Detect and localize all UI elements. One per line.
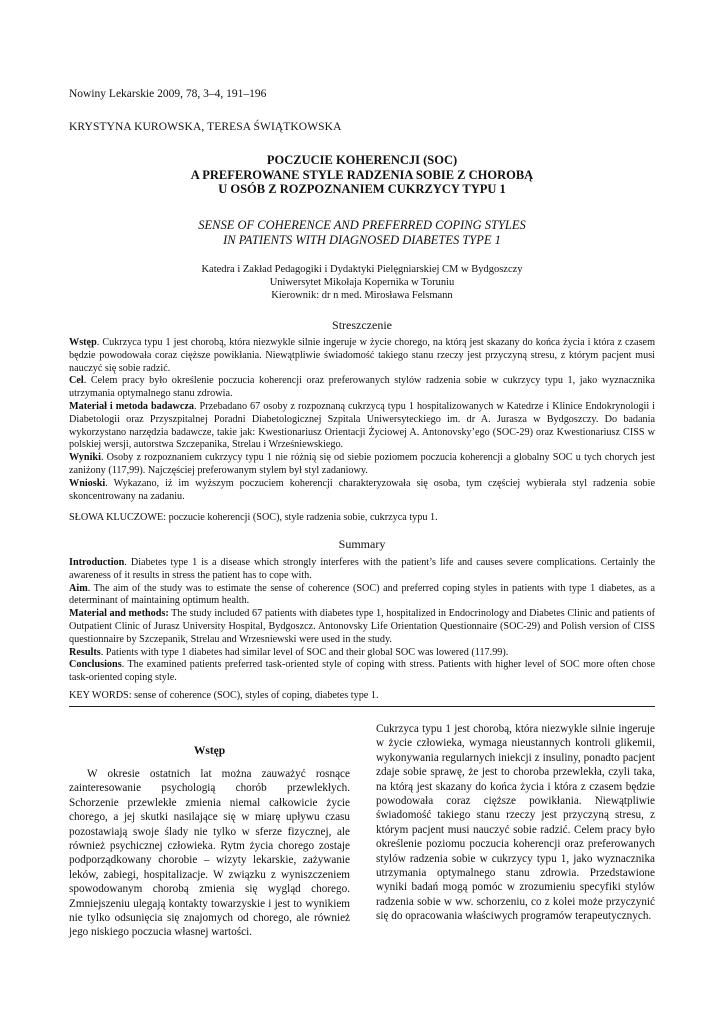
- section-heading-wstep: Wstęp: [193, 745, 226, 757]
- title-english-line: IN PATIENTS WITH DIAGNOSED DIABETES TYPE 1: [223, 233, 501, 247]
- keywords-english: KEY WORDS: sense of coherence (SOC), styles of coping, diabetes type 1.: [69, 690, 379, 701]
- authors: KRYSTYNA KUROWSKA, TERESA ŚWIĄTKOWSKA: [69, 121, 342, 133]
- summary-paragraph-methods: [69, 608, 655, 646]
- abstract-label: Wstęp: [69, 337, 97, 348]
- summary-text: . Patients with type 1 diabetes had similar level of SOC and their global SOC was lowered (117.99).: [100, 646, 509, 658]
- body-left-column: [69, 767, 350, 940]
- summary-paragraph-results: [69, 647, 655, 660]
- affiliation-line: Uniwersytet Mikołaja Kopernika w Toruniu: [269, 276, 455, 288]
- title-english-line: SENSE OF COHERENCE AND PREFERRED COPING STYLES: [198, 218, 526, 232]
- abstract-text: . Przebadano 67 osoby z rozpoznaną cukrzycą typu 1 hospitalizowanych w Katedrze i Klinice Endokrynologii i Diabetologii oraz Przyszpitalnej Poradni Diabetologicznej Szpitala Uniwersyteckiego im. dr A. Jurasza w Bydgoszczy. Do badania wykorzystano narzędzia badawcze, takie jak: Kwestionariusz Orientacji Życiowej A. Antonovsky’ego (SOC-29) oraz Kwestionariusz CISS w polskiej wersji, autorstwa Szczepanika, Strelau i Wrześniewskiego.: [69, 400, 655, 451]
- abstract-paragraph-wstep: [69, 337, 655, 375]
- summary-text: . Diabetes type 1 is a disease which strongly interferes with the patient’s life and causes severe complications. Certainly the awareness of it results in stress the patient has to cope with.: [69, 557, 655, 581]
- summary-label: Conclusions: [69, 659, 122, 671]
- body-paragraph: W okresie ostatnich lat można zauważyć rosnące zainteresowanie psychologią chorób przewlekłych. Schorzenie przewlekłe zmienia niemal całkowicie życie chorego, a jej skutki nasilające się w miarę upływu czasu pozostawiają swoje ślady nie tylko w sferze fizycznej, ale również psychicznej człowieka. Rytm życia chorego zostaje podporządkowany chorobie – wizyty lekarskie, zażywanie leków, zabiegi, hospitalizacje. W związku z wyniszczeniem spowodowanym chorobą zmienia się wygląd chorego. Zmniejszeniu ulegają kontakty towarzyskie i jest to wynikiem nie tylko odsunięcia się znajomych od chorego, ale również jego niskiego poczucia własnej wartości.: [69, 768, 350, 939]
- abstract-text: . Osoby z rozpoznaniem cukrzycy typu 1 nie różnią się od siebie poziomem poczucia koherencji a globalny SOC u tych chorych jest zaniżony (117,99). Najczęściej preferowanym stylem był styl zadaniowy.: [69, 452, 655, 476]
- affiliation-line: Kierownik: dr n med. Mirosława Felsmann: [271, 289, 453, 301]
- summary-label: Results: [69, 646, 101, 658]
- abstract-text: . Wykazano, iż im wyższym poczuciem koherencji charakteryzowała się osoba, tym częściej wybierała styl radzenia sobie skoncentrowany na zadaniu.: [69, 477, 655, 502]
- streszczenie-heading: Streszczenie: [332, 318, 392, 332]
- summary-paragraph-aim: [69, 583, 655, 609]
- keywords-polish: SŁOWA KLUCZOWE: poczucie koherencji (SOC), style radzenia sobie, cukrzyca typu 1.: [69, 512, 438, 523]
- journal-citation: Nowiny Lekarskie 2009, 78, 3–4, 191–196: [69, 88, 267, 100]
- summary-text: The study included 67 patients with diabetes type 1, hospitalized in Endocrinology and Diabetes Clinic and patients of Outpatient Clinic of Jurasz University Hospital, Bydgoszcz. Antonovsky Life Orientation Questionnaire (SOC-29) and Polish version of CISS questionnaire by Szczepanik, Strelau and Wrzesniewski were used in the study.: [69, 608, 656, 645]
- body-paragraph: Cukrzyca typu 1 jest chorobą, która niezwykle silnie ingeruje w życie człowieka, wymaga nieustannych kontroli glikemii, wykonywania regularnych iniekcji z insuliny, ponadto pacjent zdaje sobie sprawę, że jest to choroba przewlekła, czyli taka, na którą jest skazany do końca życia i która z czasem będzie powodowała coraz cięższe powikłania. Niewątpliwie świadomość takiego stanu rzeczy jest przyczyną stresu, z którym pacjent musi nauczyć sobie radzić. Celem pracy było określenie poziomu poczucia koherencji oraz preferowanych stylów radzenia sobie w cukrzycy typu 1, jako wyznacznika utrzymania optymalnego stanu zdrowia. Przedstawione wyniki badań mogą pomóc w zrozumieniu specyfiki stylów radzenia sobie w ww. schorzeniu, co z kolei może przyczynić się do opracowania właściwych programów terapeutycznych.: [376, 723, 655, 923]
- abstract-text: . Cukrzyca typu 1 jest chorobą, która niezwykle silnie ingeruje w życie chorego, na którą jest skazany do końca życia i która z czasem będzie powodowała coraz cięższe powikłania. Niewątpliwie świadomość takiego stanu rzeczy jest przyczyną stresu, z którym pacjent musi nauczyć się sobie radzić.: [69, 337, 655, 374]
- title-polish-line: U OSÓB Z ROZPOZNANIEM CUKRZYCY TYPU 1: [218, 182, 506, 196]
- summary-label: Material and methods:: [69, 608, 169, 620]
- abstract-text: . Celem pracy było określenie poczucia koherencji oraz preferowanych stylów radzenia sobie w cukrzycy typu 1, jako wyznacznika utrzymania optymalnego stanu zdrowia.: [69, 375, 655, 400]
- body-right-column: [376, 722, 655, 924]
- summary-text: . The examined patients preferred task-oriented style of coping with stress. Patients with higher level of SOC more often chose task-oriented coping style.: [69, 659, 655, 684]
- abstract-label: Wyniki: [69, 452, 101, 464]
- title-english: [69, 218, 655, 248]
- summary-label: Introduction: [69, 557, 125, 568]
- abstract-label: Cel: [69, 375, 84, 387]
- summary-body: [69, 557, 655, 685]
- title-polish-line: A PREFEROWANE STYLE RADZENIA SOBIE Z CHOROBĄ: [190, 167, 534, 182]
- summary-text: . The aim of the study was to estimate the sense of coherence (SOC) and preferred coping styles in patients with type 1 diabetes, as a determinant of maintaining optimum health.: [69, 582, 655, 607]
- abstract-label: Materiał i metoda badawcza: [69, 400, 194, 412]
- title-polish-line: POCZUCIE KOHERENCJI (SOC): [266, 153, 458, 167]
- summary-paragraph-introduction: [69, 557, 655, 583]
- abstract-paragraph-cel: [69, 375, 655, 401]
- summary-paragraph-conclusions: [69, 659, 655, 685]
- abstract-paragraph-material: [69, 401, 655, 452]
- summary-label: Aim: [69, 582, 88, 594]
- abstract-paragraph-wyniki: [69, 452, 655, 478]
- abstract-label: Wnioski: [69, 477, 106, 489]
- section-divider: [69, 706, 655, 707]
- affiliation-line: Katedra i Zakład Pedagogiki i Dydaktyki Pielęgniarskiej CM w Bydgoszczy: [201, 264, 523, 275]
- summary-heading: Summary: [338, 537, 386, 551]
- affiliation: [69, 264, 655, 302]
- abstract-paragraph-wnioski: [69, 478, 655, 504]
- streszczenie-body: [69, 337, 655, 503]
- title-polish: [69, 153, 655, 197]
